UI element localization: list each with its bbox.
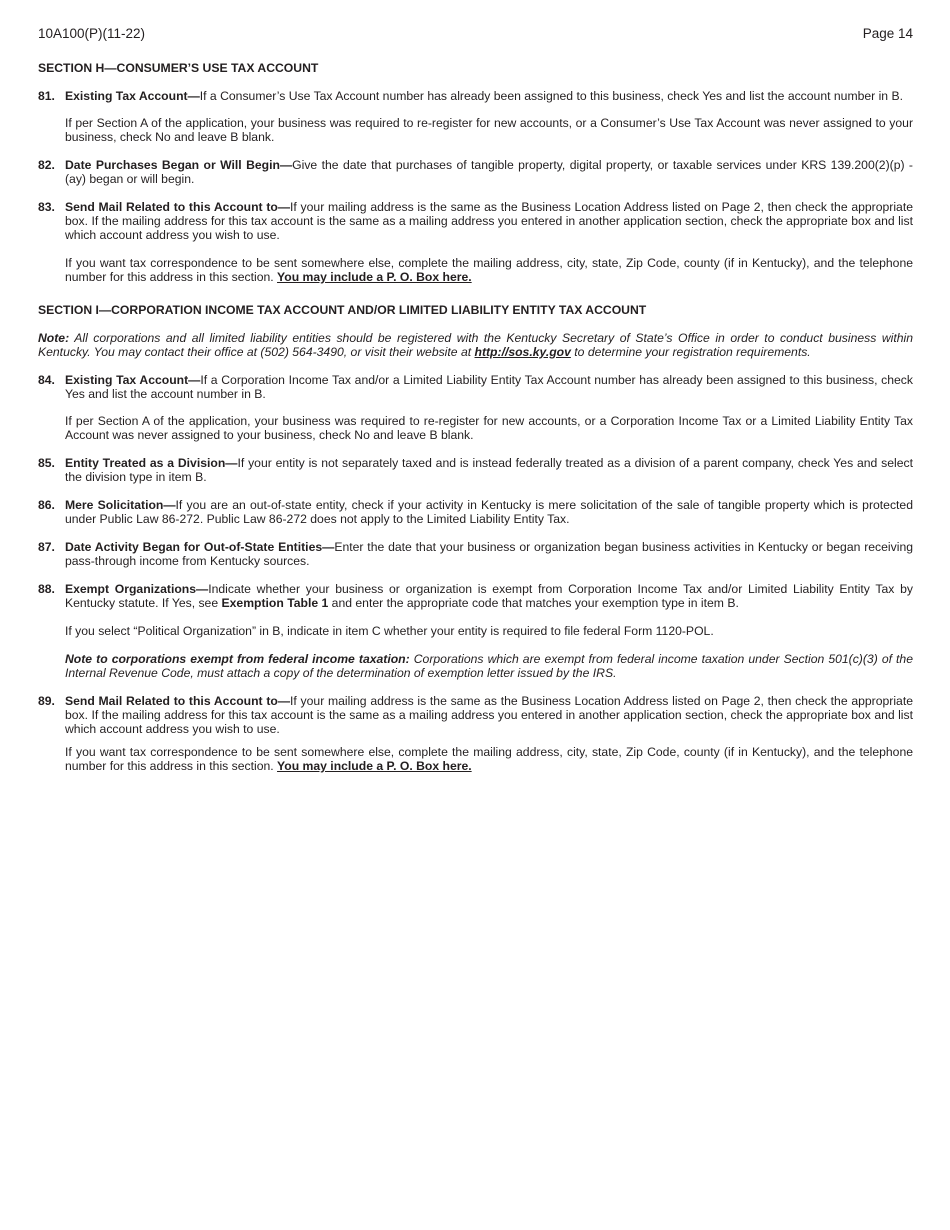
form-id: 10A100(P)(11-22) bbox=[38, 26, 146, 41]
item-paragraph: If per Section A of the application, your business was required to re-register for new accounts, or a Consumer’s Use Tax Account was never assigned to your business, check No and leave B blank. bbox=[65, 116, 913, 144]
exempt-note-lead: Note to corporations exempt from federal income taxation: bbox=[65, 652, 410, 666]
item-text: If a Consumer’s Use Tax Account number has already been assigned to this business, check Yes and list the account number in B. bbox=[199, 89, 903, 103]
item-number: 86. bbox=[38, 498, 55, 512]
item-paragraph: If per Section A of the application, your business was required to re-register for new accounts, or a Corporation Income Tax or a Limited Liability Entity Tax Account was never assigned to your business, check No and leave B blank. bbox=[65, 414, 913, 442]
item-number: 84. bbox=[38, 373, 55, 387]
item-lead: Exempt Organizations— bbox=[65, 582, 209, 596]
item-lead: Date Activity Began for Out-of-State Entities— bbox=[65, 540, 335, 554]
sos-website-link[interactable]: http://sos.ky.gov bbox=[474, 345, 571, 359]
item-text: Indicate whether your business or organization is exempt from Corporation Income Tax and/or Limited Liability Entity Tax by Kentucky statute. If Yes, see bbox=[65, 582, 913, 610]
item-lead: Send Mail Related to this Account to— bbox=[65, 200, 291, 214]
item-text: If your mailing address is the same as the Business Location Address listed on Page 2, then check the appropriate box. If the mailing address for this tax account is the same as a mailing address you entered in another application section, check the appropriate box and list which account address you wish to use. bbox=[65, 200, 913, 242]
exempt-note-text: Corporations which are exempt from federal income taxation under Section 501(c)(3) of the Internal Revenue Code, must attach a copy of the determination of exemption letter issued by the IRS. bbox=[65, 652, 913, 680]
item-paragraph: If you select “Political Organization” in B, indicate in item C whether your entity is required to file federal Form 1120-POL. bbox=[65, 624, 714, 638]
item-text: Give the date that purchases of tangible property, digital property, or taxable services under KRS 139.200(2)(p) - (ay) began or will begin. bbox=[65, 158, 913, 186]
note-text: All corporations and all limited liability entities should be registered with the Kentucky Secretary of State’s Office in order to conduct business within Kentucky. You may contact their office at (502) 564-3490, or visit their website at bbox=[38, 331, 913, 359]
item-lead: Date Purchases Began or Will Begin— bbox=[65, 158, 293, 172]
item-paragraph: If you want tax correspondence to be sent somewhere else, complete the mailing address, city, state, Zip Code, county (if in Kentucky), and the telephone number for this address in this section. bbox=[65, 256, 913, 284]
item-lead: Send Mail Related to this Account to— bbox=[65, 694, 291, 708]
item-86 bbox=[38, 498, 913, 526]
item-text: If you are an out-of-state entity, check if your activity in Kentucky is mere solicitation of the sale of tangible property which is protected under Public Law 86-272. Public Law 86-272 does not apply to the Limited Liability Entity Tax. bbox=[65, 498, 913, 526]
section-h-title: SECTION H—CONSUMER’S USE TAX ACCOUNT bbox=[38, 61, 319, 75]
registration-note bbox=[38, 331, 913, 359]
note-lead: Note: bbox=[38, 331, 70, 345]
item-text: If your mailing address is the same as the Business Location Address listed on Page 2, then check the appropriate box. If the mailing address for this tax account is the same as a mailing address you entered in another application section, check the appropriate box and list which account address you wish to use. bbox=[65, 694, 913, 736]
po-box-note: You may include a P. O. Box here. bbox=[277, 759, 472, 773]
item-text: If your entity is not separately taxed and is instead federally treated as a division of a parent company, check Yes and select the division type in item B. bbox=[65, 456, 913, 484]
item-text: If a Corporation Income Tax and/or a Limited Liability Entity Tax Account number has already been assigned to this business, check Yes and list the account number in B. bbox=[65, 373, 913, 401]
item-text-tail: and enter the appropriate code that matches your exemption type in item B. bbox=[328, 596, 739, 610]
item-89 bbox=[38, 694, 913, 773]
item-number: 89. bbox=[38, 694, 55, 708]
item-81 bbox=[38, 89, 913, 144]
item-85 bbox=[38, 456, 913, 484]
item-number: 87. bbox=[38, 540, 55, 554]
item-lead: Existing Tax Account— bbox=[65, 373, 201, 387]
item-lead: Entity Treated as a Division— bbox=[65, 456, 238, 470]
item-paragraph: If you want tax correspondence to be sent somewhere else, complete the mailing address, city, state, Zip Code, county (if in Kentucky), and the telephone number for this address in this section. bbox=[65, 745, 913, 773]
item-lead: Mere Solicitation— bbox=[65, 498, 176, 512]
item-82 bbox=[38, 158, 913, 186]
item-number: 85. bbox=[38, 456, 55, 470]
po-box-note: You may include a P. O. Box here. bbox=[277, 270, 472, 284]
item-87 bbox=[38, 540, 913, 568]
item-lead: Existing Tax Account— bbox=[65, 89, 200, 103]
section-i-title: SECTION I—CORPORATION INCOME TAX ACCOUNT AND/OR LIMITED LIABILITY ENTITY TAX ACCOUNT bbox=[38, 303, 647, 317]
item-83 bbox=[38, 200, 913, 284]
item-number: 82. bbox=[38, 158, 55, 172]
item-number: 83. bbox=[38, 200, 55, 214]
page-number: Page 14 bbox=[862, 26, 913, 41]
item-text: Enter the date that your business or organization began business activities in Kentucky or began receiving pass-through income from Kentucky sources. bbox=[65, 540, 913, 568]
exemption-table-ref: Exemption Table 1 bbox=[221, 596, 329, 610]
item-number: 88. bbox=[38, 582, 55, 596]
item-84 bbox=[38, 373, 913, 442]
item-88 bbox=[38, 582, 913, 680]
item-number: 81. bbox=[38, 89, 55, 103]
note-tail: to determine your registration requirements. bbox=[570, 345, 811, 359]
